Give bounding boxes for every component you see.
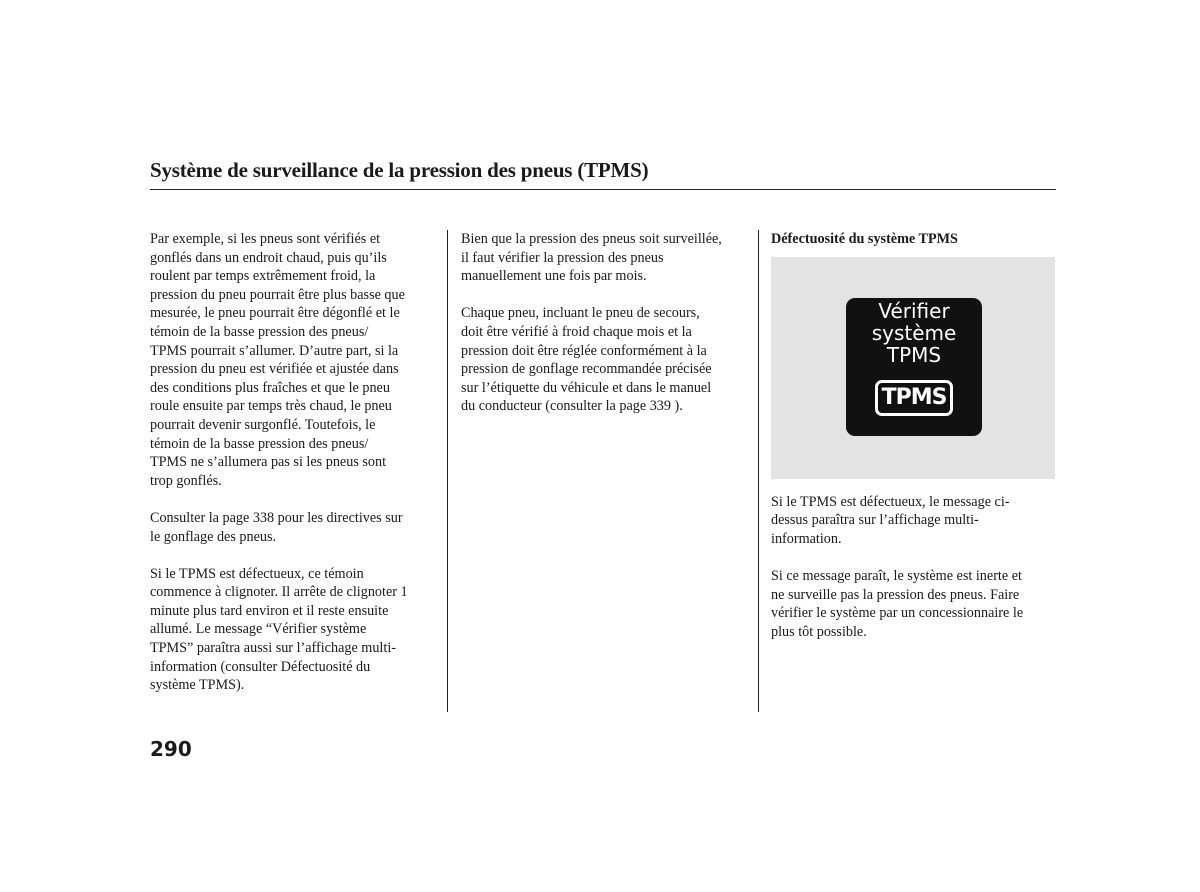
display-illustration (771, 257, 1055, 479)
multi-info-display (846, 298, 982, 436)
column-2 (461, 230, 753, 435)
tpms-warning-icon: TPMS (875, 380, 954, 416)
paragraph: Consulter la page 338 pour les directives sur le gonflage des pneus. (150, 509, 403, 545)
column-divider (758, 230, 759, 712)
display-message: Vérifier système TPMS (871, 298, 957, 367)
paragraph: Si ce message paraît, le système est inerte et ne surveille pas la pression des pneus. Faire vérifier le système par un concessionnaire le plus tôt possible. (771, 567, 1024, 640)
paragraph: Par exemple, si les pneus sont vérifiés et gonflés dans un endroit chaud, puis qu’ils roulent par temps extrêmement froid, la pression du pneu pourrait être plus basse que mesurée, le pneu pourrait être dégonflé et le témoin de la basse pression des pneus/ TPMS pourrait s’allumer. D’autre part, si la pression du pneu est vérifiée et ajustée dans des conditions plus fraîches et que le pneu roule ensuite par temps très chaud, le pneu pourrait devenir surgonflé. Toutefois, le témoin de la basse pression des pneus/ TPMS ne s’allumera pas si les pneus sont trop gonflés. (150, 231, 405, 489)
title-rule (150, 189, 1056, 190)
section-heading: Défectuosité du système TPMS (771, 231, 958, 247)
paragraph: Si le TPMS est défectueux, ce témoin commence à clignoter. Il arrête de clignoter 1 minute plus tard environ et il reste ensuite allumé. Le message “Vérifier système TPMS” paraîtra aussi sur l’affichage multi- information (consulter Défectuosité du système TPMS). (150, 565, 408, 694)
paragraph: Si le TPMS est défectueux, le message ci- dessus paraîtra sur l’affichage multi- information. (771, 493, 1010, 547)
page-number: 290 (150, 737, 192, 761)
column-divider (447, 230, 448, 712)
column-3 (771, 230, 1056, 660)
page-title: Système de surveillance de la pression des pneus (TPMS) (150, 158, 649, 182)
paragraph: Chaque pneu, incluant le pneu de secours, doit être vérifié à froid chaque mois et la pression doit être réglée conformément à la pression de gonflage recommandée précisée sur l’étiquette du véhicule et dans le manuel du conducteur (consulter la page 339 ). (461, 305, 712, 415)
paragraph: Bien que la pression des pneus soit surveillée, il faut vérifier la pression des pneus manuellement une fois par mois. (461, 231, 722, 285)
column-1 (150, 230, 440, 713)
